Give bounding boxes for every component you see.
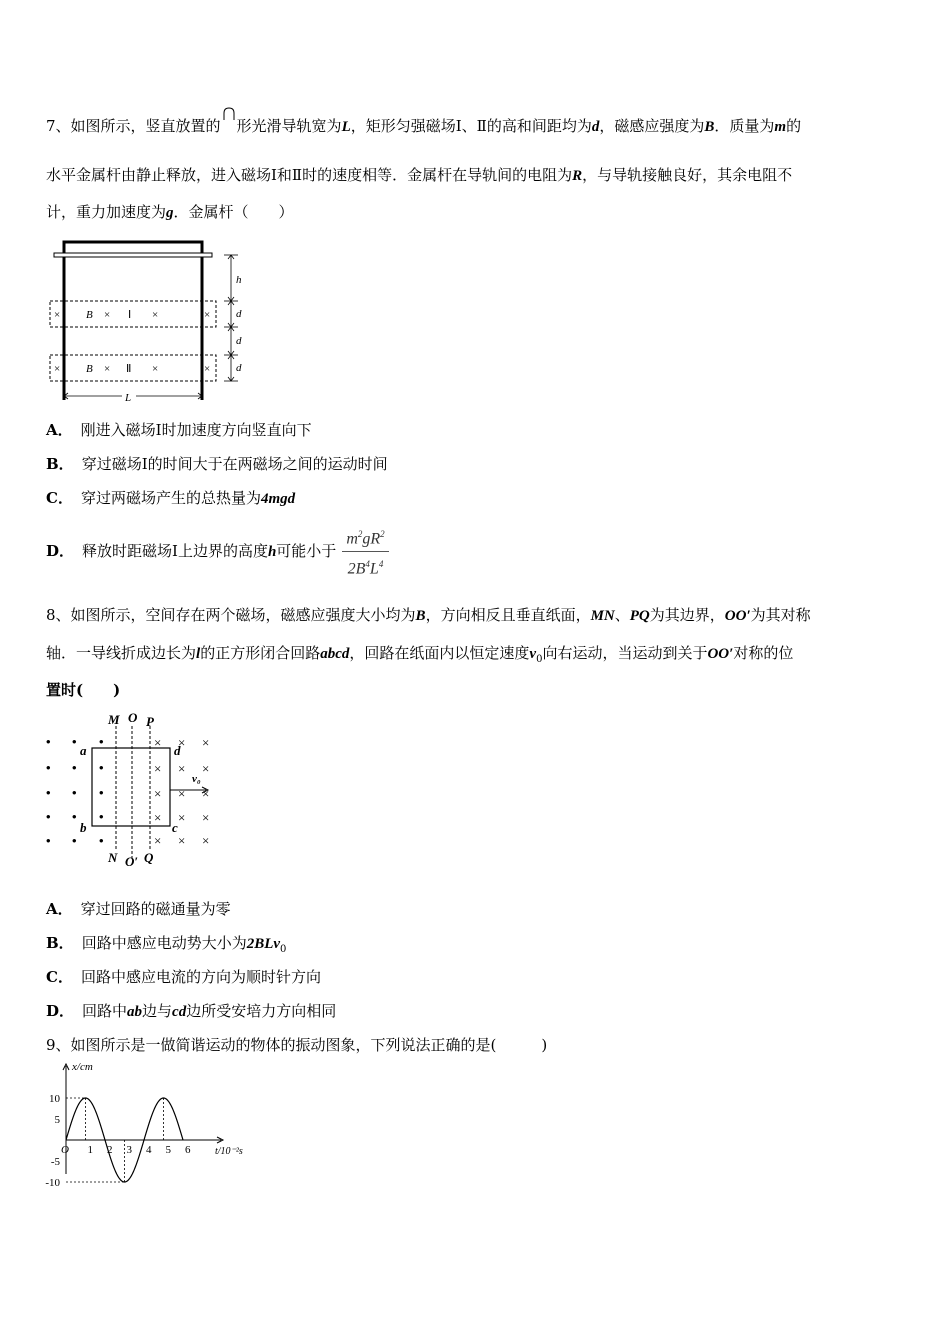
- q8-text: ，方向相反且垂直纸面，: [425, 606, 591, 624]
- var-m: m: [774, 119, 787, 135]
- q7-text: ．质量为: [714, 117, 775, 135]
- x-tick-label: 3: [126, 1144, 132, 1156]
- x-tick-label: 2: [107, 1144, 113, 1156]
- var-v0: v: [529, 646, 537, 662]
- option-label: A．: [46, 900, 73, 918]
- var-B: B: [415, 608, 426, 624]
- q8-text: 为其对称: [750, 606, 811, 624]
- boundary-N-label: N: [108, 850, 118, 865]
- dim-L-label: L: [125, 392, 132, 404]
- var-h: h: [267, 543, 277, 560]
- var-PQ: PQ: [629, 608, 650, 624]
- var-v0-sub: 0: [536, 654, 543, 665]
- q7-text: ，与导轨接触良好，其余电阻不: [582, 166, 793, 184]
- x-tick-label: 1: [87, 1144, 93, 1156]
- y-tick-label: -5: [50, 1156, 60, 1168]
- var-g: g: [166, 205, 174, 221]
- option-text: 边与: [142, 1002, 173, 1020]
- q8-text: 、: [614, 606, 630, 624]
- field-dot: •: [99, 734, 104, 749]
- q8-text: 为其边界，: [649, 606, 725, 624]
- y-tick-label: 10: [49, 1093, 60, 1105]
- field-x-mark: ×: [54, 363, 61, 375]
- q8-text: 轴．一导线折成边长为: [46, 644, 197, 662]
- field-x-mark: ×: [154, 761, 162, 776]
- dim-d-label: d: [236, 308, 242, 320]
- var-d: d: [591, 119, 600, 135]
- field-x-mark: ×: [154, 810, 162, 825]
- q7-text: ，矩形匀强磁场Ⅰ、Ⅱ的高和间距均为: [350, 117, 592, 135]
- option-text: 穿过回路的磁通量为零: [80, 900, 231, 918]
- dim-d-label: d: [236, 335, 242, 347]
- q7-figure: [46, 240, 256, 408]
- q8-text: 向右运动，当运动到关于: [542, 644, 708, 662]
- field-x-mark: ×: [178, 833, 186, 848]
- var-OO: OO′: [724, 608, 751, 624]
- q9-stem: [46, 1035, 547, 1055]
- field-dot: •: [99, 809, 104, 824]
- field-dot: •: [46, 785, 51, 800]
- var-L: L: [341, 119, 351, 135]
- field-x-mark: ×: [152, 363, 159, 375]
- field-dot: •: [99, 785, 104, 800]
- q8-stem-line1: [46, 605, 811, 626]
- field-x-mark: ×: [178, 761, 186, 776]
- dim-h-label: h: [236, 274, 242, 286]
- field-dot: •: [99, 833, 104, 848]
- field-x-mark: ×: [202, 810, 210, 825]
- x-tick-label: 5: [165, 1144, 171, 1156]
- q8-figure: [42, 710, 222, 870]
- option-text: 回路中: [82, 1002, 128, 1020]
- option-label: B．: [46, 934, 74, 952]
- q7-stem-line3: [46, 202, 294, 223]
- q8-text: 置时( ): [46, 681, 121, 699]
- field-x-mark: ×: [202, 761, 210, 776]
- option-label: D．: [46, 1002, 75, 1020]
- option-text: 穿过两磁场产生的总热量为: [80, 489, 261, 507]
- axis-O2-label: O′: [125, 854, 139, 869]
- q7-text: 形光滑导轨宽为: [236, 117, 342, 135]
- x-tick-label: O: [61, 1144, 69, 1156]
- q8-text: ，回路在纸面内以恒定速度: [349, 644, 530, 662]
- field-x-mark: ×: [54, 309, 61, 321]
- boundary-M-label: M: [108, 712, 120, 727]
- var-MN: MN: [590, 608, 615, 624]
- vertex-c-label: c: [172, 820, 178, 835]
- option-text: 释放时距磁场Ⅰ上边界的高度: [82, 541, 268, 560]
- option-text: 穿过磁场Ⅰ的时间大于在两磁场之间的运动时间: [81, 455, 388, 473]
- option-text: 回路中感应电流的方向为顺时针方向: [80, 968, 321, 986]
- field-x-mark: ×: [204, 309, 211, 321]
- q7-text: 计，重力加速度为: [46, 203, 167, 221]
- var-ab: ab: [127, 1004, 143, 1020]
- formula-part: 2B: [347, 560, 366, 578]
- option-text: 回路中感应电动势大小为: [81, 934, 247, 952]
- boundary-Q-label: Q: [144, 850, 154, 865]
- field-x-mark: ×: [178, 786, 186, 801]
- field-dot: •: [72, 760, 77, 775]
- field-x-mark: ×: [154, 735, 162, 750]
- y-tick-label: -10: [45, 1177, 60, 1189]
- option-label: B．: [46, 455, 74, 473]
- var-l: l: [196, 646, 201, 662]
- option-label: D．: [46, 541, 75, 560]
- vertex-b-label: b: [80, 820, 87, 835]
- var-cd: cd: [172, 1004, 187, 1020]
- formula-part: L: [369, 560, 379, 578]
- q8-option-b[interactable]: [46, 933, 286, 960]
- field-x-mark: ×: [178, 735, 186, 750]
- q8-text: 8、如图所示，空间存在两个磁场，磁感应强度大小均为: [46, 606, 416, 624]
- region-2-label: Ⅱ: [126, 363, 132, 375]
- y-axis-label: x/cm: [72, 1061, 93, 1073]
- q8-text: 对称的位: [733, 644, 794, 662]
- q7-option-b[interactable]: [46, 454, 388, 474]
- field-dot: •: [46, 833, 51, 848]
- x-axis-label: t/10⁻²s: [215, 1146, 243, 1157]
- q7-stem-line2: [46, 165, 792, 186]
- formula-exp: 4: [365, 559, 370, 570]
- q7-text: 7、如图所示，竖直放置的: [46, 117, 221, 135]
- region-1-label: Ⅰ: [128, 309, 132, 321]
- q7-text: 水平金属杆由静止释放，进入磁场Ⅰ和Ⅱ时的速度相等．金属杆在导轨间的电阻为: [46, 166, 573, 184]
- option-value-sub: 0: [280, 944, 287, 955]
- q7-stem-line1: [46, 116, 801, 137]
- var-R: R: [572, 168, 583, 184]
- field-x-mark: ×: [154, 833, 162, 848]
- dim-d-label: d: [236, 362, 242, 374]
- q9-text: 9、如图所示是一做简谐运动的物体的振动图象，下列说法正确的是( ): [46, 1036, 548, 1054]
- field-x-mark: ×: [104, 363, 111, 375]
- field-x-mark: ×: [154, 786, 162, 801]
- q7-option-d[interactable]: [46, 524, 389, 580]
- field-dot: •: [46, 734, 51, 749]
- field-x-mark: ×: [204, 363, 211, 375]
- q7-text: ，磁感应强度为: [599, 117, 705, 135]
- field-B-label: B: [86, 363, 93, 375]
- q8-text: 的正方形闭合回路: [200, 644, 321, 662]
- field-dot: •: [72, 734, 77, 749]
- axis-O-label: O: [128, 710, 138, 725]
- q7-text: 的: [786, 117, 802, 135]
- x-tick-label: 6: [185, 1144, 191, 1156]
- vertex-a-label: a: [80, 743, 87, 758]
- option-label: C．: [46, 968, 73, 986]
- field-x-mark: ×: [202, 786, 210, 801]
- formula-part: m: [346, 530, 358, 548]
- q8-option-a[interactable]: [46, 899, 231, 919]
- boundary-P-label: P: [146, 714, 154, 729]
- inverted-u-symbol-icon: [223, 106, 235, 124]
- vertex-d-label: d: [174, 743, 181, 758]
- field-dot: •: [99, 760, 104, 775]
- field-dot: •: [72, 809, 77, 824]
- fraction-formula: [342, 524, 388, 580]
- formula-exp: 2: [380, 529, 385, 539]
- q8-stem-line2: [46, 643, 793, 670]
- field-x-mark: ×: [178, 810, 186, 825]
- field-B-label: B: [86, 309, 93, 321]
- option-value: 4mgd: [260, 491, 296, 507]
- var-B: B: [704, 119, 715, 135]
- option-value: 2BLv: [246, 936, 281, 952]
- field-x-mark: ×: [202, 833, 210, 848]
- var-abcd: abcd: [320, 646, 350, 662]
- y-tick-label: 5: [54, 1114, 60, 1126]
- field-x-mark: ×: [104, 309, 111, 321]
- option-label: C．: [46, 489, 73, 507]
- q9-chart: [40, 1060, 270, 1190]
- field-dot: •: [46, 760, 51, 775]
- q8-option-d[interactable]: [46, 1001, 336, 1022]
- formula-exp: 4: [378, 559, 384, 570]
- option-label: A．: [46, 421, 73, 439]
- formula-part: gR: [362, 530, 381, 548]
- field-x-mark: ×: [152, 309, 159, 321]
- option-text: 可能小于: [276, 541, 337, 560]
- q7-option-c[interactable]: [46, 488, 295, 509]
- q8-stem-line3: [46, 680, 120, 700]
- option-text: 边所受安培力方向相同: [186, 1002, 337, 1020]
- q8-option-c[interactable]: [46, 967, 321, 987]
- field-dot: •: [72, 785, 77, 800]
- field-x-mark: ×: [202, 735, 210, 750]
- q7-option-a[interactable]: [46, 420, 312, 440]
- formula-exp: 2: [357, 529, 363, 539]
- option-text: 刚进入磁场Ⅰ时加速度方向竖直向下: [80, 421, 312, 439]
- q7-text: ．金属杆（ ）: [173, 203, 294, 221]
- velocity-label: v₀: [192, 773, 201, 785]
- var-OO: OO′: [707, 646, 734, 662]
- field-dot: •: [46, 809, 51, 824]
- field-dot: •: [72, 833, 77, 848]
- x-tick-label: 4: [146, 1144, 152, 1156]
